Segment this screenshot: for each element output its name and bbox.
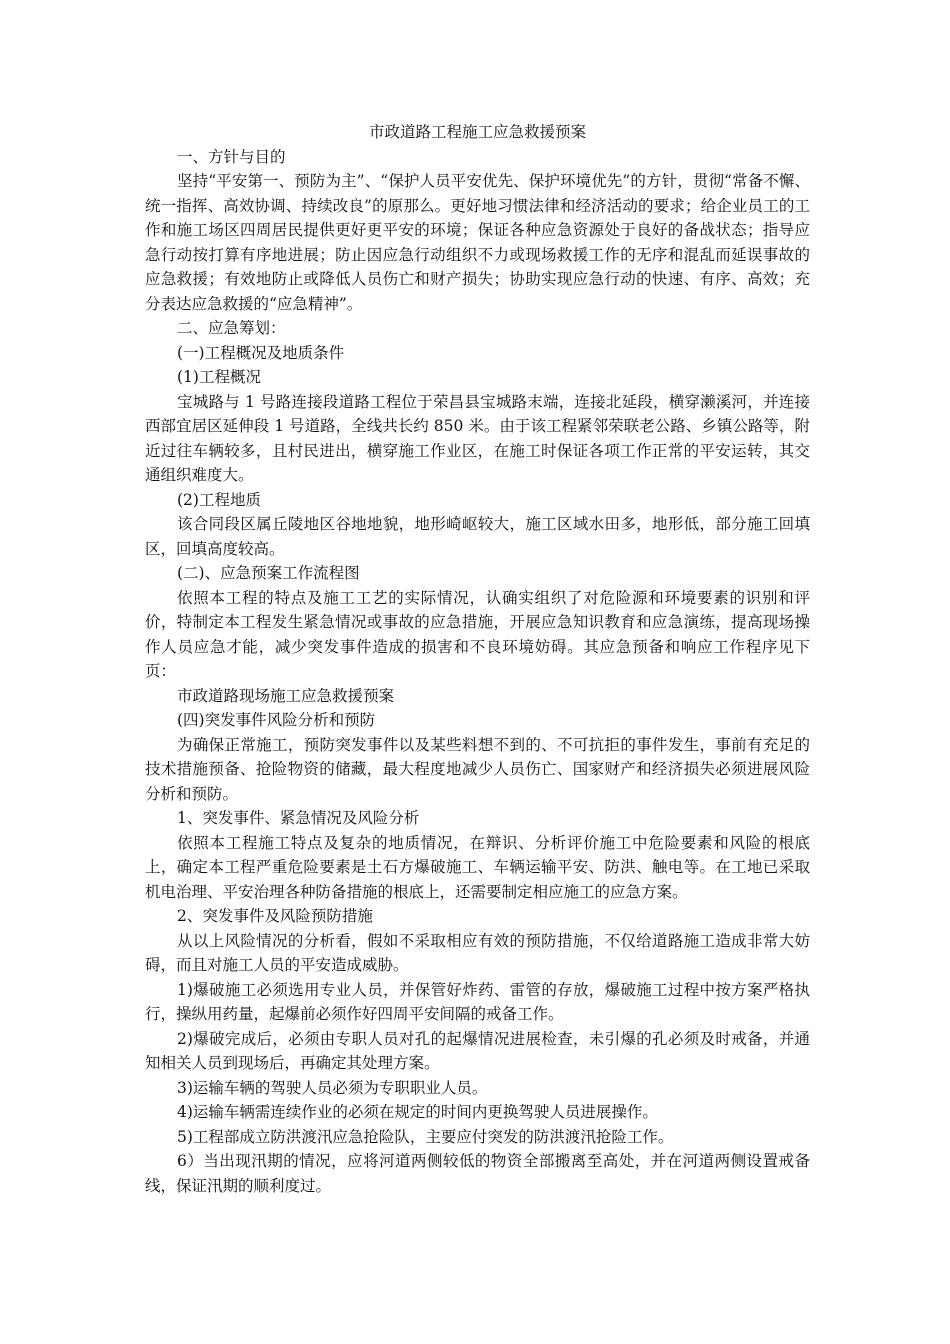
item-heading-geology: (2)工程地质 bbox=[177, 490, 261, 509]
section-heading-2: 二、应急筹划： bbox=[177, 319, 286, 337]
subsection-heading-flowchart: (二)、应急预案工作流程图 bbox=[177, 564, 360, 582]
list-item-1: 1)爆破施工必须选用专业人员，并保管好炸药、雷管的存放，爆破施工过程中按方案严格执行，操纵用药量，起爆前必须作好四周平安间隔的戒备工作。 bbox=[145, 980, 810, 1023]
paragraph-project-overview: 宝城路与 1 号路连接段道路工程位于荣昌县宝城路末端，连接北延段，横穿濑溪河，并连接西部宜居区延伸段 1 号道路，全线共长约 850 米。由于该工程紧邻荣联老公路、乡镇公路等，附近过往车辆较多，且村民进出，横穿施工作业区，在施工时保证各项工作正常的平安运转，其交通组织难度大。 bbox=[145, 392, 810, 484]
document-page bbox=[145, 120, 810, 1198]
paragraph-policy: 坚持“平安第一、预防为主”、“保护人员平安优先、保护环境优先”的方针，贯彻“常备不懈、统一指挥、高效协调、持续改良”的原那么。更好地习惯法律和经济活动的要求；给企业员工的工作和施工场区四周居民提供更好更平安的环境；保证各种应急资源处于良好的备战状态；指导应急行动按打算有序地进展；防止因应急行动组织不力或现场救援工作的无序和混乱而延误事故的应急救援；有效地防止或降低人员伤亡和财产损失；协助实现应急行动的快速、有序、高效；充分表达应急救援的“应急精神”。 bbox=[145, 172, 810, 313]
section-heading-1: 一、方针与目的 bbox=[177, 147, 286, 166]
item-heading-prevention: 2、突发事件及风险预防措施 bbox=[177, 907, 373, 925]
subsection-heading-overview: (一)工程概况及地质条件 bbox=[177, 343, 345, 362]
paragraph-risk-intro: 为确保正常施工，预防突发事件以及某些料想不到的、不可抗拒的事件发生，事前有充足的技术措施预备、抢险物资的储藏，最大程度地减少人员伤亡、国家财产和经济损失必须进展风险分析和预防。 bbox=[145, 735, 810, 803]
item-heading-project-overview: (1)工程概况 bbox=[177, 368, 261, 386]
subsection-heading-risk: (四)突发事件风险分析和预防 bbox=[177, 711, 376, 729]
paragraph-prevention-intro: 从以上风险情况的分析看，假如不采取相应有效的预防措施，不仅给道路施工造成非常大妨碍，而且对施工人员的平安造成威胁。 bbox=[145, 931, 810, 974]
paragraph-flowchart: 依照本工程的特点及施工工艺的实际情况，认确实组织了对危险源和环境要素的识别和评价，特制定本工程发生紧急情况或事故的应急措施，开展应急知识教育和应急演练，提高现场操作人员应急才能，减少突发事件造成的损害和不良环境妨碍。其应急预备和响应工作程序见下页： bbox=[145, 588, 810, 680]
list-item-2: 2)爆破完成后，必须由专职人员对孔的起爆情况进展检查，未引爆的孔必须及时戒备，并通知相关人员到现场后，再确定其处理方案。 bbox=[145, 1029, 810, 1072]
paragraph-geology: 该合同段区属丘陵地区谷地地貌，地形崎岖较大，施工区域水田多，地形低，部分施工回填区，回填高度较高。 bbox=[145, 515, 810, 558]
item-heading-risk-analysis: 1、突发事件、紧急情况及风险分析 bbox=[177, 809, 420, 827]
paragraph-risk-analysis: 依照本工程施工特点及复杂的地质情况，在辩识、分析评价施工中危险要素和风险的根底上，确定本工程严重危险要素是土石方爆破施工、车辆运输平安、防洪、触电等。在工地已采取机电治理、平安治理各种防备措施的根底上，还需要制定相应施工的应急方案。 bbox=[145, 833, 810, 901]
list-item-3: 3)运输车辆的驾驶人员必须为专职职业人员。 bbox=[177, 1078, 488, 1097]
list-item-5: 5)工程部成立防洪渡汛应急抢险队，主要应付突发的防洪渡汛抢险工作。 bbox=[177, 1127, 674, 1146]
list-item-4: 4)运输车辆需连续作业的必须在规定的时间内更换驾驶人员进展操作。 bbox=[177, 1103, 658, 1121]
document-title: 市政道路工程施工应急救援预案 bbox=[368, 123, 586, 141]
paragraph-plan-title: 市政道路现场施工应急救援预案 bbox=[177, 686, 395, 705]
list-item-6: 6）当出现汛期的情况，应将河道两侧较低的物资全部搬离至高处，并在河道两侧设置戒备线，保证汛期的顺利度过。 bbox=[145, 1152, 810, 1195]
